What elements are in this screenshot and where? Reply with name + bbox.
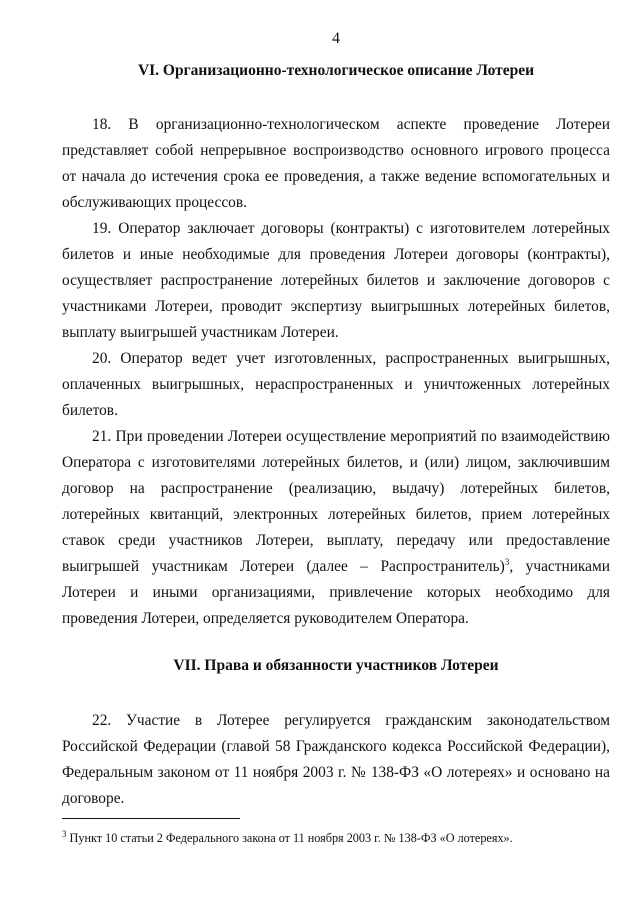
paragraph-22: 22. Участие в Лотерее регулируется гражданским законодательством Российской Федерации (главой 58 Гражданского кодекса Российской Федерации), Федеральным законом от 11 ноября 2003 г. № 138-ФЗ «О лотереях» и основано на договоре. [62,712,610,807]
paragraph-18: 18. В организационно-технологическом аспекте проведение Лотереи представляет собой непрерывное воспроизводство основного игрового процесса от начала до истечения срока ее проведения, а также ведение вспомогательных и обслуживающих процессов. [62,116,610,211]
section-6-heading: VI. Организационно-технологическое описание Лотереи [137,62,535,79]
footnote-divider [62,818,240,819]
paragraph-19: 19. Оператор заключает договоры (контракты) с изготовителем лотерейных билетов и иные необходимые для проведения Лотереи договоры (контракты), осуществляет распространение лотерейных билетов и заключение договоров с участниками Лотереи, проводит экспертизу выигрышных лотерейных билетов, выплату выигрышей участникам Лотереи. [62,220,610,341]
footnote [62,830,610,846]
paragraph-21 [62,424,610,632]
footnote-reference: 3 [504,556,510,567]
footnote-text: Пункт 10 статьи 2 Федерального закона от 11 ноября 2003 г. № 138-ФЗ «О лотереях». [66,831,513,845]
section-7-heading: VII. Права и обязанности участников Лотереи [173,657,499,674]
footnote-mark: 3 [62,828,67,839]
paragraph-20: 20. Оператор ведет учет изготовленных, распространенных выигрышных, оплаченных выигрышных, нераспространенных и уничтоженных лотерейных билетов. [62,350,610,419]
document-page [62,0,610,904]
page-number: 4 [332,30,340,47]
paragraph-21-text-start: 21. При проведении Лотереи осуществление мероприятий по взаимодействию Оператора с изготовителями лотерейных билетов, и (или) лицом, заключившим договор на распространение (реализацию, выдачу) лотерейных билетов, лотерейных квитанций, электронных лотерейных билетов, прием лотерейных ставок среди участников Лотереи, выплату, передачу или предоставление выигрышей участникам Лотереи (далее – Распространитель) [62,428,610,575]
paragraph-21-text-end: , участниками Лотереи и иными организациями, привлечение которых необходимо для проведения Лотереи, определяется руководителем Оператора. [62,558,610,627]
